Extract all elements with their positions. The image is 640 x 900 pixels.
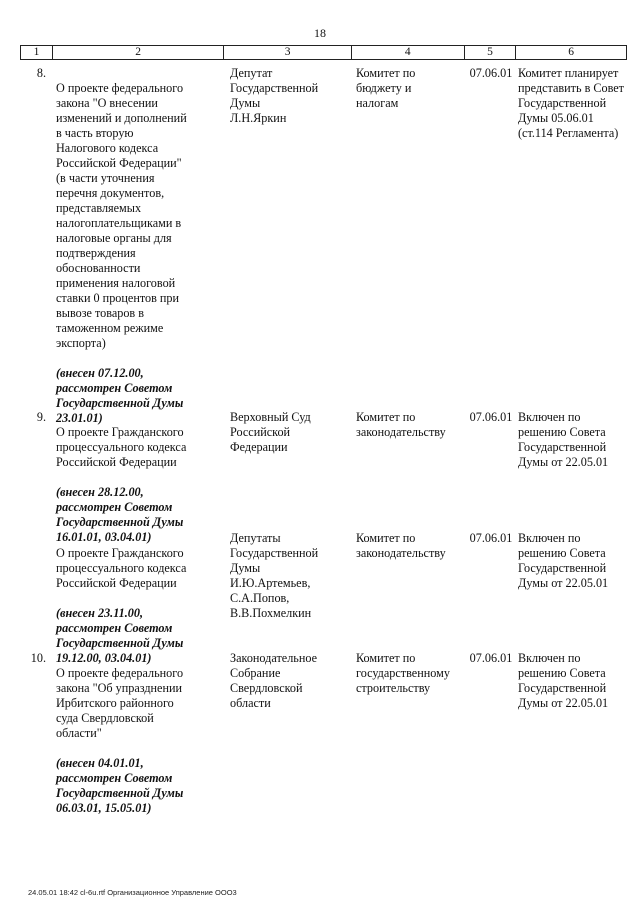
row-number: 10.	[30, 651, 46, 665]
print-footer: 24.05.01 18:42 cl-6u.rtf Организационное Управление ООО3	[28, 888, 237, 897]
table-header	[20, 45, 627, 60]
committee-cell: Комитет по государственному строительству	[356, 651, 450, 695]
project-note: (внесен 28.12.00, рассмотрен Советом Государственной Думы 16.01.01, 03.04.01)	[56, 485, 184, 544]
decision-cell: Включен по решению Совета Государственной Думы от 22.05.01	[518, 410, 609, 469]
project-title: О проекте Гражданского процессуального кодекса Российской Федерации	[56, 425, 187, 469]
project-note: (внесен 04.01.01, рассмотрен Советом Государственной Думы 06.03.01, 15.05.01)	[56, 756, 184, 815]
date-cell: 07.06.01	[469, 66, 513, 80]
header-col-4: 4	[352, 46, 465, 59]
date-cell: 07.06.01	[469, 531, 513, 545]
author-cell: Депутаты Государственной Думы И.Ю.Артемьев, С.А.Попов, В.В.Похмелкин	[230, 531, 319, 620]
header-col-5: 5	[465, 46, 517, 59]
header-col-1: 1	[21, 46, 53, 59]
committee-cell: Комитет по законодательству	[356, 410, 446, 439]
header-col-2: 2	[53, 46, 224, 59]
date-cell: 07.06.01	[469, 651, 513, 665]
decision-cell: Комитет планирует представить в Совет Государственной Думы 05.06.01 (ст.114 Регламента)	[518, 66, 625, 140]
author-cell: Законодательное Собрание Свердловской области	[230, 651, 318, 710]
page-number: 18	[314, 26, 326, 40]
project-cell	[52, 66, 224, 441]
author-cell: Верховный Суд Российской Федерации	[230, 410, 311, 454]
project-cell	[52, 651, 224, 831]
decision-cell: Включен по решению Совета Государственной Думы от 22.05.01	[518, 651, 609, 710]
author-cell: Депутат Государственной Думы Л.Н.Яркин	[230, 66, 319, 125]
table-row	[20, 66, 627, 441]
table-row	[20, 651, 627, 831]
header-col-6: 6	[568, 46, 575, 58]
header-col-3: 3	[224, 46, 352, 59]
row-number: 8.	[36, 66, 46, 80]
row-number: 9.	[36, 410, 46, 424]
committee-cell: Комитет по бюджету и налогам	[356, 66, 416, 110]
project-note: (внесен 23.11.00, рассмотрен Советом Государственной Думы 19.12.00, 03.04.01)	[56, 606, 184, 665]
project-title: О проекте федерального закона "О внесении изменений и дополнений в часть вторую Налогового кодекса Российской Федерации" (в части уточнения перечня документов, представляемых налогоплательщиками в налоговые органы для подтверждения обоснованности применения налоговой ставки 0 процентов при вывозе товаров в таможенном режиме экспорта)	[56, 81, 187, 350]
project-title: О проекте федерального закона "Об упразднении Ирбитского районного суда Свердловской области"	[56, 666, 184, 740]
project-title: О проекте Гражданского процессуального кодекса Российской Федерации	[56, 546, 187, 590]
decision-cell: Включен по решению Совета Государственной Думы от 22.05.01	[518, 531, 609, 590]
committee-cell: Комитет по законодательству	[356, 531, 446, 560]
date-cell: 07.06.01	[469, 410, 513, 424]
project-note: (внесен 07.12.00, рассмотрен Советом Государственной Думы 23.01.01)	[56, 366, 184, 425]
